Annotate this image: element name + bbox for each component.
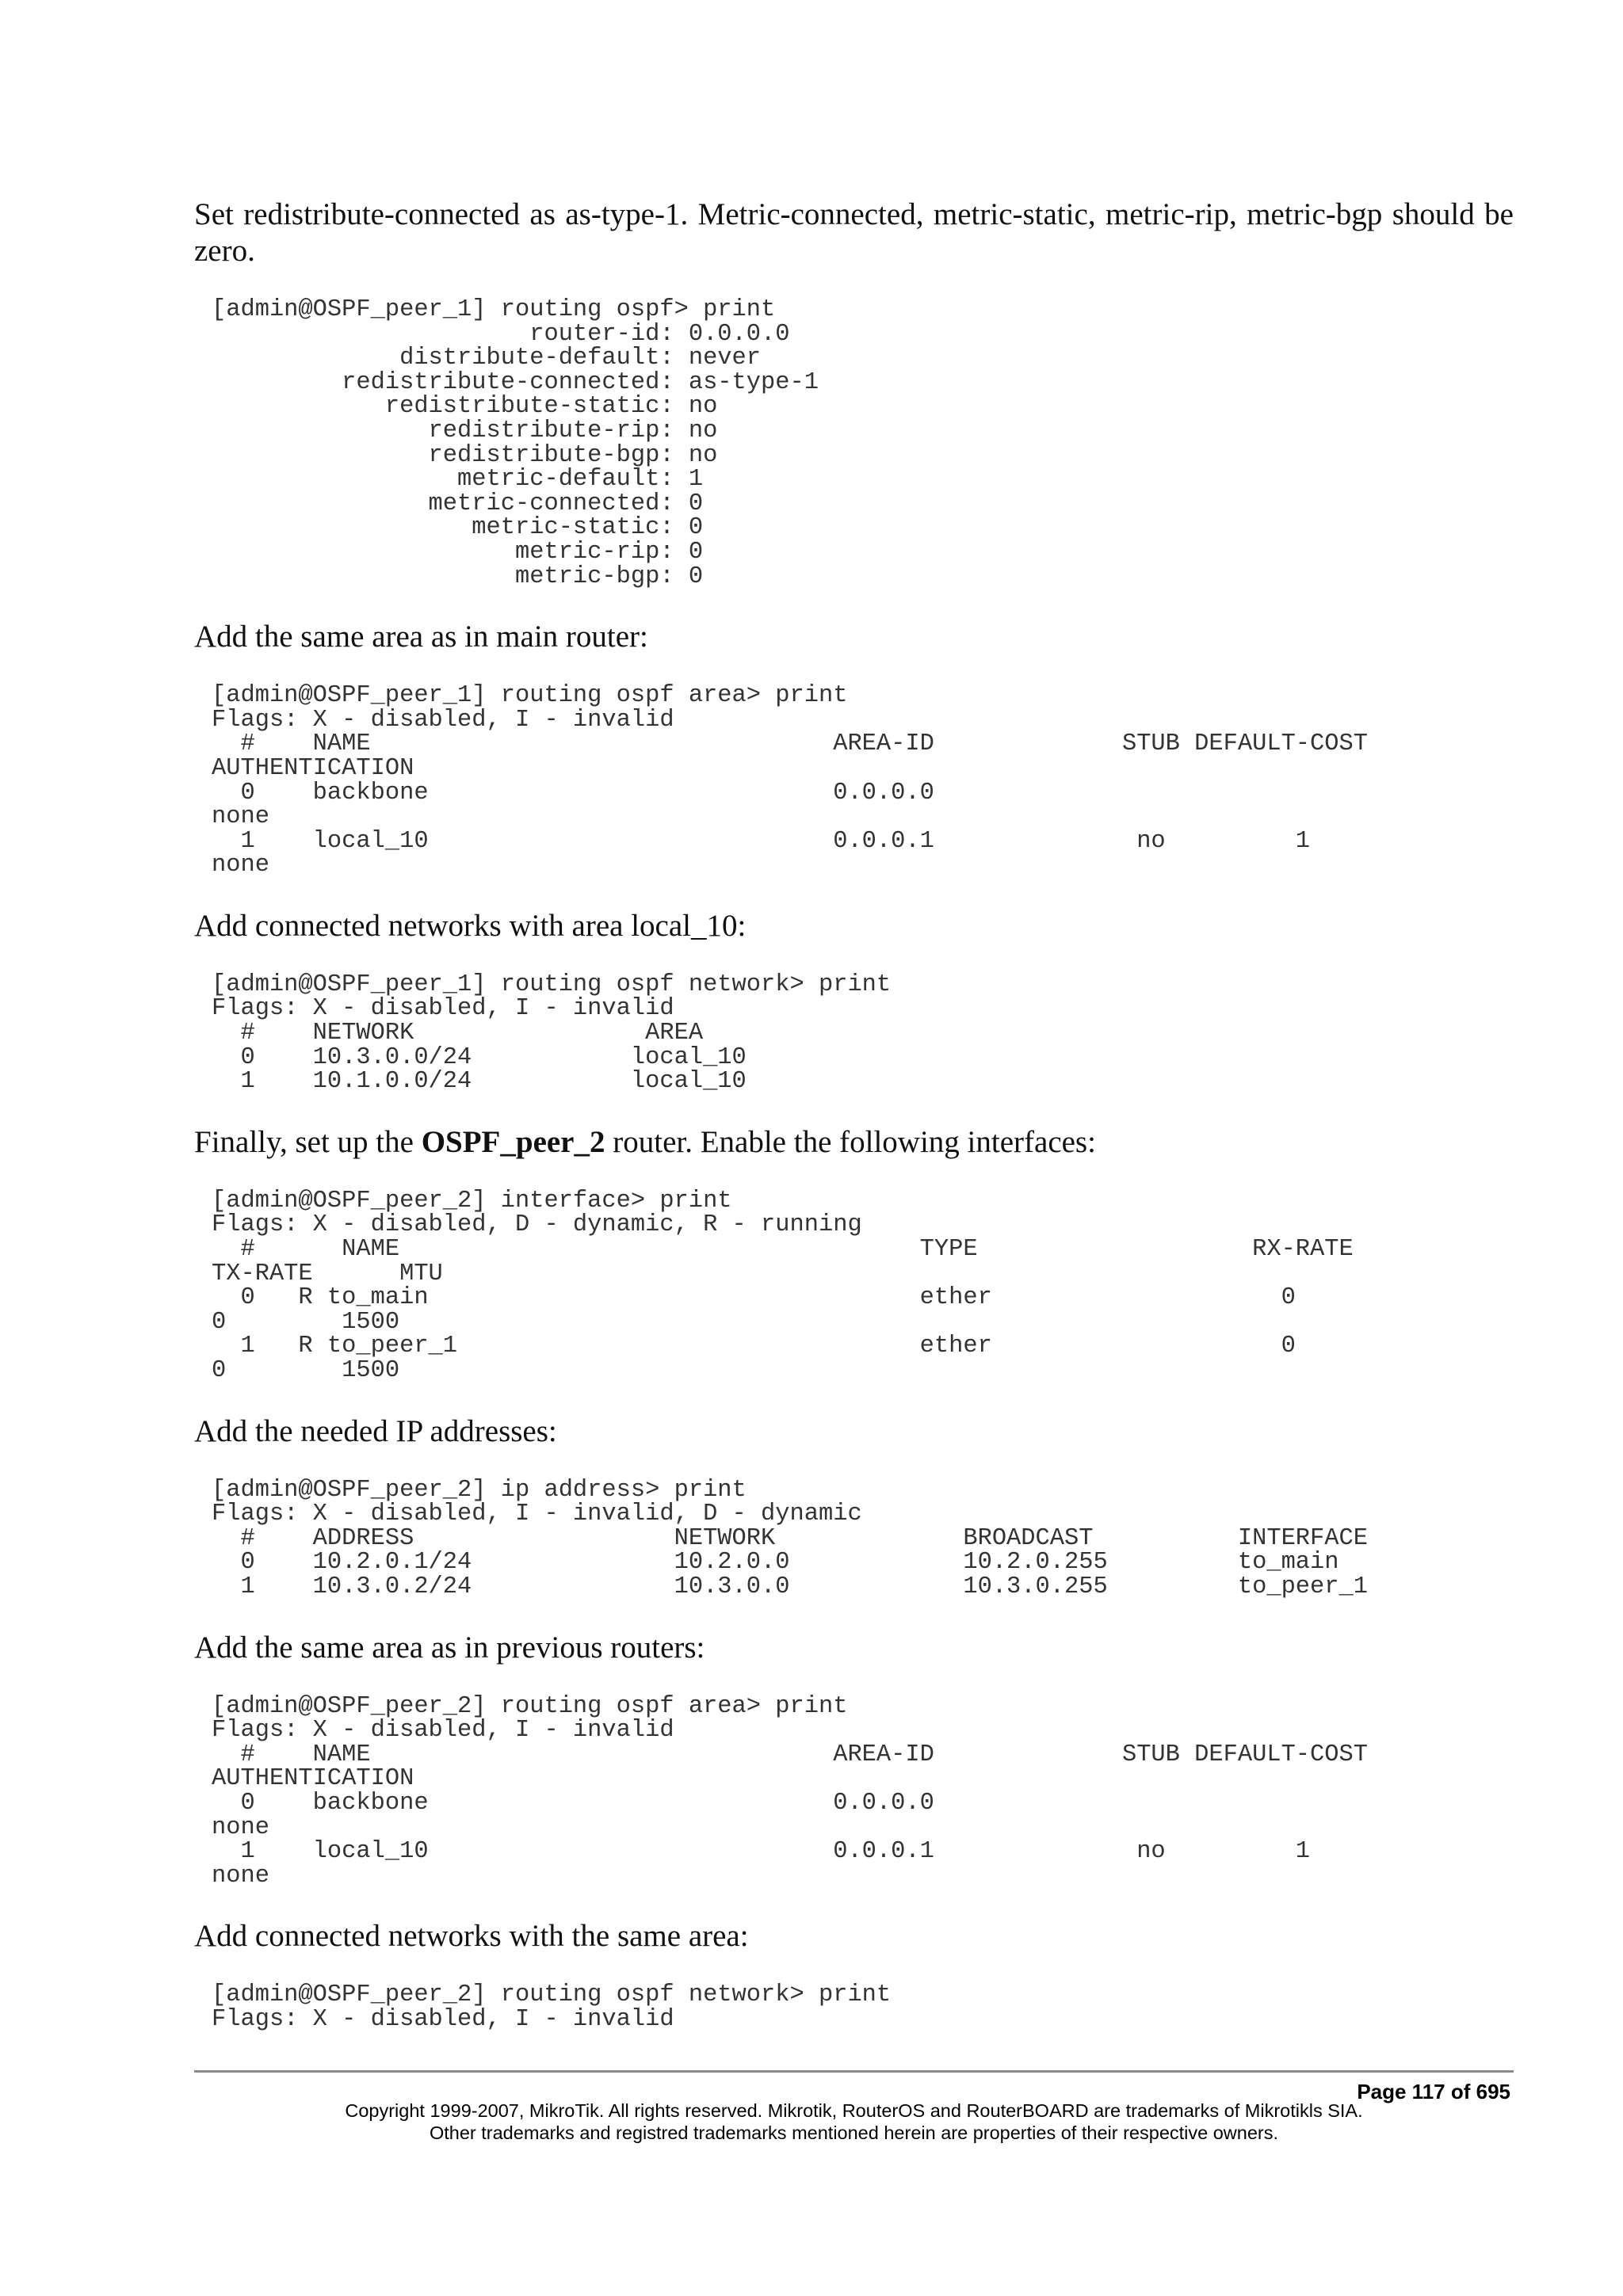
- page-content: [194, 196, 1514, 2032]
- code-block-peer2-network-print: [admin@OSPF_peer_2] routing ospf network> print Flags: X - disabled, I - invalid: [212, 1981, 892, 2033]
- code-block-peer1-network-print: [admin@OSPF_peer_1] routing ospf network> print Flags: X - disabled, I - invalid # NETWORK AREA 0 10.3.0.0/24 local_10 1 10.1.0.0/24 local_10: [212, 971, 892, 1096]
- footer-divider: [194, 2070, 1514, 2073]
- copyright-line-2: Other trademarks and registred trademarks mentioned herein are properties of their respective owners.: [429, 2122, 1279, 2143]
- paragraph-add-ip-addresses: Add the needed IP addresses:: [194, 1413, 557, 1448]
- paragraph-setup-peer2-before: Finally, set up the: [194, 1124, 422, 1159]
- router-name-bold: OSPF_peer_2: [421, 1124, 605, 1159]
- paragraph-add-area-main: Add the same area as in main router:: [194, 620, 648, 654]
- paragraph-setup-peer2-after: router. Enable the following interfaces:: [605, 1124, 1096, 1159]
- paragraph-add-networks-same-area: Add connected networks with the same area:: [194, 1919, 749, 1954]
- intro-paragraph: Set redistribute-connected as as-type-1. Metric-connected, metric-static, metric-rip, metric-bgp should be zero.: [194, 197, 1514, 268]
- code-block-peer1-area-print: [admin@OSPF_peer_1] routing ospf area> print Flags: X - disabled, I - invalid # NAME AREA-ID STUB DEFAULT-COST AUTHENTICATION 0 backbone 0.0.0.0 none 1 local_10 0.0.0.1 no 1 none: [212, 682, 1368, 879]
- paragraph-add-networks-local10: Add connected networks with area local_10:: [194, 908, 747, 943]
- paragraph-add-area-previous: Add the same area as in previous routers:: [194, 1630, 705, 1665]
- page-number: Page 117 of 695: [1357, 2080, 1510, 2103]
- code-block-peer2-interface-print: [admin@OSPF_peer_2] interface> print Flags: X - disabled, D - dynamic, R - running # NAME TYPE RX-RATE TX-RATE MTU 0 R to_main ether 0 0 1500 1 R to_peer_1 ether 0 0 1500: [212, 1187, 1354, 1384]
- code-block-peer2-ip-address-print: [admin@OSPF_peer_2] ip address> print Flags: X - disabled, I - invalid, D - dynamic # ADDRESS NETWORK BROADCAST INTERFACE 0 10.2.0.1/24 10.2.0.0 10.2.0.255 to_main 1 10.3.0.2/24 10.3.0.0 10.3.0.255 to_peer_1: [212, 1476, 1368, 1600]
- copyright-line-1: Copyright 1999-2007, MikroTik. All rights reserved. Mikrotik, RouterOS and RouterBOARD are trademarks of Mikrotikls SIA.: [345, 2100, 1363, 2121]
- code-block-peer2-area-print: [admin@OSPF_peer_2] routing ospf area> print Flags: X - disabled, I - invalid # NAME AREA-ID STUB DEFAULT-COST AUTHENTICATION 0 backbone 0.0.0.0 none 1 local_10 0.0.0.1 no 1 none: [212, 1692, 1368, 1890]
- code-block-ospf-peer1-print: [admin@OSPF_peer_1] routing ospf> print router-id: 0.0.0.0 distribute-default: never redistribute-connected: as-type-1 redistribute-static: no redistribute-rip: no redistribute-bgp: no metric-default: 1 metric-connected: 0 metric-static: 0 metric-rip: 0 metric-bgp: 0: [212, 296, 819, 590]
- paragraph-setup-peer2: [194, 1124, 1514, 1161]
